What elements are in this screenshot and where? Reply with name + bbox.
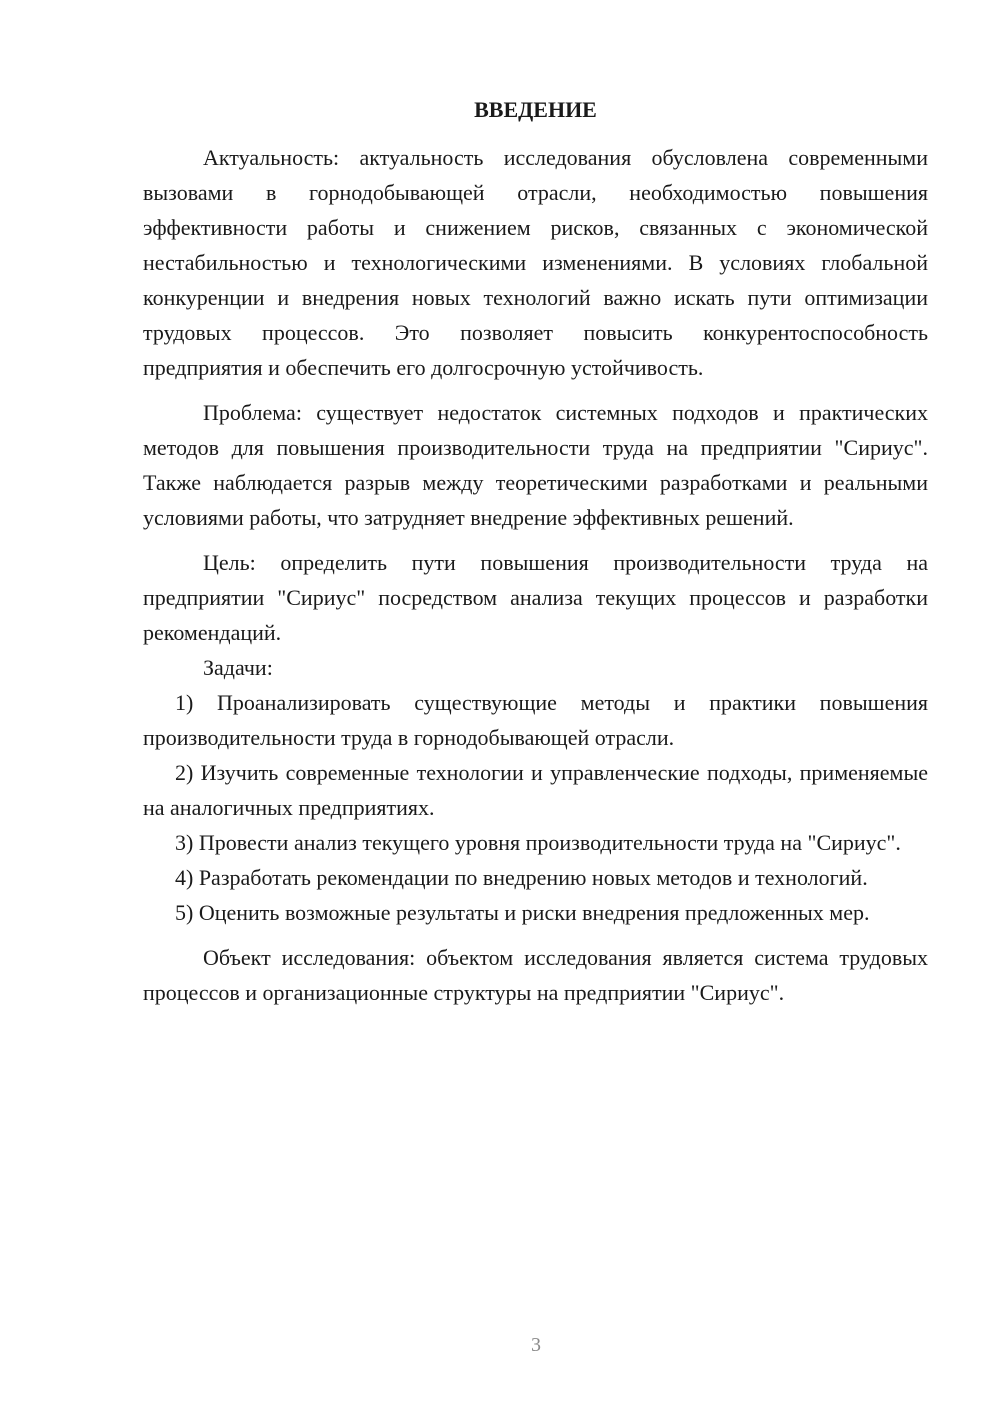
- task-item-4: 4) Разработать рекомендации по внедрению новых методов и технологий.: [175, 865, 868, 890]
- paragraph-object: Объект исследования: объектом исследования является система трудовых процессов и организационные структуры на предприятии "Сириус".: [143, 945, 928, 1005]
- task-item-2: 2) Изучить современные технологии и управленческие подходы, применяемые на аналогичных предприятиях.: [143, 760, 928, 820]
- page-content: [143, 94, 928, 1010]
- paragraph-relevance: Актуальность: актуальность исследования обусловлена современными вызовами в горнодобывающей отрасли, необходимостью повышения эффективности работы и снижением рисков, связанных с экономической нестабильностью и технологическими изменениями. В условиях глобальной конкуренции и внедрения новых технологий важно искать пути оптимизации трудовых процессов. Это позволяет повысить конкурентоспособность предприятия и обеспечить его долгосрочную устойчивость.: [143, 145, 928, 380]
- paragraph-problem: Проблема: существует недостаток системных подходов и практических методов для повышения производительности труда на предприятии "Сириус". Также наблюдается разрыв между теоретическими разработками и реальными условиями работы, что затрудняет внедрение эффективных решений.: [143, 400, 928, 530]
- task-item-5: 5) Оценить возможные результаты и риски внедрения предложенных мер.: [175, 900, 870, 925]
- paragraph-goal: Цель: определить пути повышения производительности труда на предприятии "Сириус" посредством анализа текущих процессов и разработки рекомендаций.: [143, 550, 928, 645]
- tasks-label: Задачи:: [203, 655, 273, 680]
- page-number: 3: [531, 1334, 541, 1356]
- section-heading: ВВЕДЕНИЕ: [474, 97, 597, 122]
- task-item-1: 1) Проанализировать существующие методы и практики повышения производительности труда в горнодобывающей отрасли.: [143, 690, 928, 750]
- task-item-3: 3) Провести анализ текущего уровня производительности труда на "Сириус".: [175, 830, 901, 855]
